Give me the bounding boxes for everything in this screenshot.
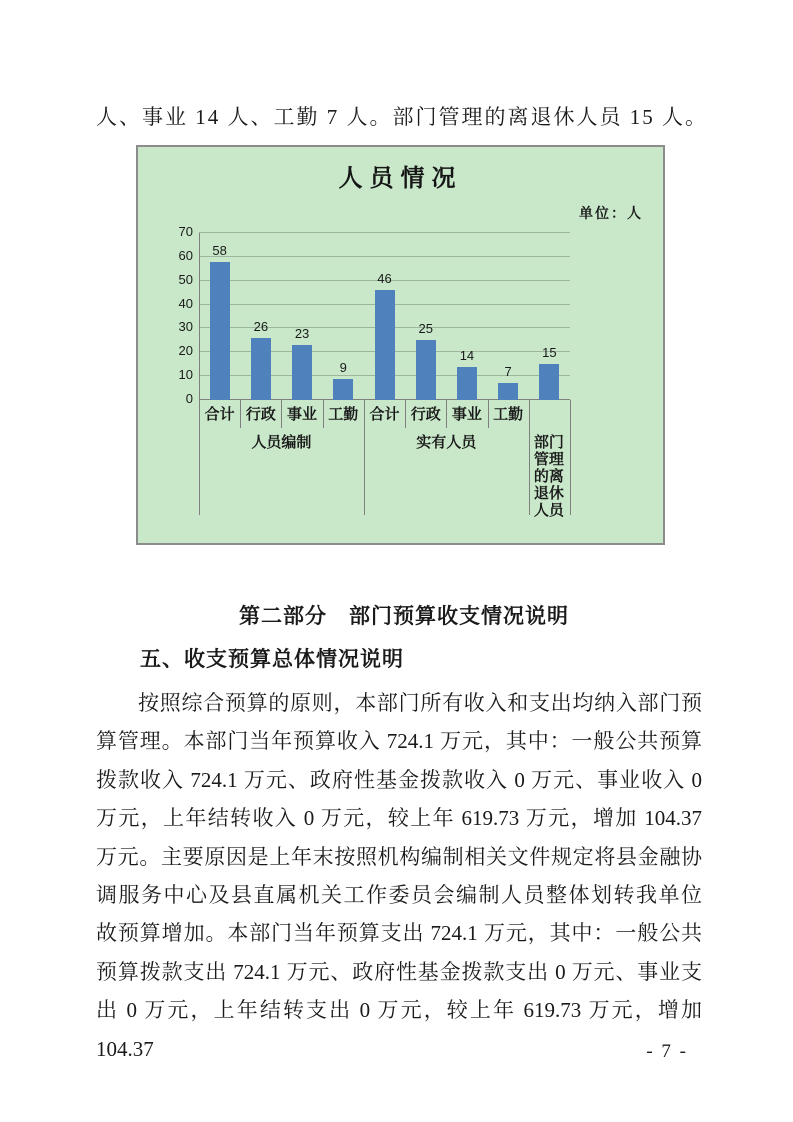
y-axis-tick-label: 40 (178, 295, 193, 311)
bar (251, 338, 271, 400)
y-axis-line (199, 233, 200, 515)
bar-value-label: 46 (377, 271, 392, 287)
category-label: 行政 (245, 406, 276, 423)
body-line: 万元。主要原因是上年末按照机构编制相关文件规定将县金融协 (96, 844, 702, 869)
personnel-chart (136, 145, 665, 545)
category-label: 合计 (204, 406, 235, 423)
bar (539, 364, 559, 400)
body-line: 算管理。本部门当年预算收入 724.1 万元，其中：一般公共预算 (96, 729, 702, 754)
chart-title: 人员情况 (338, 165, 463, 192)
bar-value-label: 26 (253, 318, 269, 334)
category-separator (488, 400, 489, 428)
body-line: 故预算增加。本部门当年预算支出 724.1 万元，其中：一般公共 (96, 921, 702, 946)
group-label-wrapped-text: 部门管理的离退休人员 (533, 434, 564, 519)
y-axis-tick-label: 20 (178, 343, 193, 359)
section-subheading-five: 五、收支预算总体情况说明 (140, 648, 404, 671)
intro-paragraph-tail: 人、事业 14 人、工勤 7 人。部门管理的离退休人员 15 人。 (96, 105, 708, 129)
bar-value-label: 7 (504, 364, 512, 380)
budget-paragraph (96, 684, 702, 1068)
body-line: 预算拨款支出 724.1 万元、政府性基金拨款支出 0 万元、事业支 (96, 959, 702, 984)
category-label: 事业 (287, 406, 318, 423)
group-label: 人员编制 (251, 434, 312, 451)
y-axis-tick-label: 50 (178, 271, 193, 287)
category-separator (323, 400, 324, 428)
bar-value-label: 25 (418, 321, 433, 337)
bar (292, 345, 312, 400)
bar (375, 290, 395, 400)
y-axis-tick-label: 70 (178, 224, 193, 239)
group-label (529, 434, 570, 519)
body-line: 出 0 万元，上年结转支出 0 万元，较上年 619.73 万元，增加 104.37 (96, 998, 702, 1061)
category-label: 工勤 (493, 406, 524, 423)
group-separator (364, 400, 365, 515)
body-line: 调服务中心及县直属机关工作委员会编制人员整体划转我单位 (96, 883, 702, 908)
category-separator (405, 400, 406, 428)
chart-unit-label: 单位：人 (579, 205, 643, 221)
gridline (199, 256, 570, 257)
bar (333, 379, 353, 400)
body-line: 万元，上年结转收入 0 万元，较上年 619.73 万元，增加 104.37 (96, 806, 702, 831)
bar (457, 367, 477, 400)
category-separator (240, 400, 241, 428)
y-axis-tick-label: 10 (178, 367, 193, 383)
body-line: 按照综合预算的原则，本部门所有收入和支出均纳入部门预 (138, 691, 702, 715)
bar-value-label: 9 (339, 359, 347, 375)
chart-canvas (138, 147, 663, 543)
category-label: 合计 (369, 406, 400, 423)
section-heading-part2: 第二部分 部门预算收支情况说明 (239, 605, 569, 628)
group-separator (570, 400, 571, 515)
category-label: 行政 (410, 406, 441, 423)
category-separator (446, 400, 447, 428)
bar-value-label: 58 (212, 242, 227, 258)
category-separator (281, 400, 282, 428)
group-label: 实有人员 (416, 434, 477, 451)
y-axis-tick-label: 0 (185, 391, 193, 406)
category-label: 事业 (451, 406, 482, 423)
bar-value-label: 14 (459, 347, 475, 363)
bar (416, 340, 436, 400)
bar (498, 383, 518, 400)
page-number: - 7 - (646, 1041, 688, 1062)
body-line: 拨款收入 724.1 万元、政府性基金拨款收入 0 万元、事业收入 0 (96, 767, 702, 792)
bar-value-label: 23 (294, 326, 310, 342)
bar (210, 262, 230, 400)
bar-value-label: 15 (542, 345, 557, 361)
y-axis-tick-label: 60 (178, 247, 193, 263)
gridline (199, 232, 570, 233)
y-axis-tick-label: 30 (178, 319, 193, 335)
category-label: 工勤 (328, 406, 359, 423)
